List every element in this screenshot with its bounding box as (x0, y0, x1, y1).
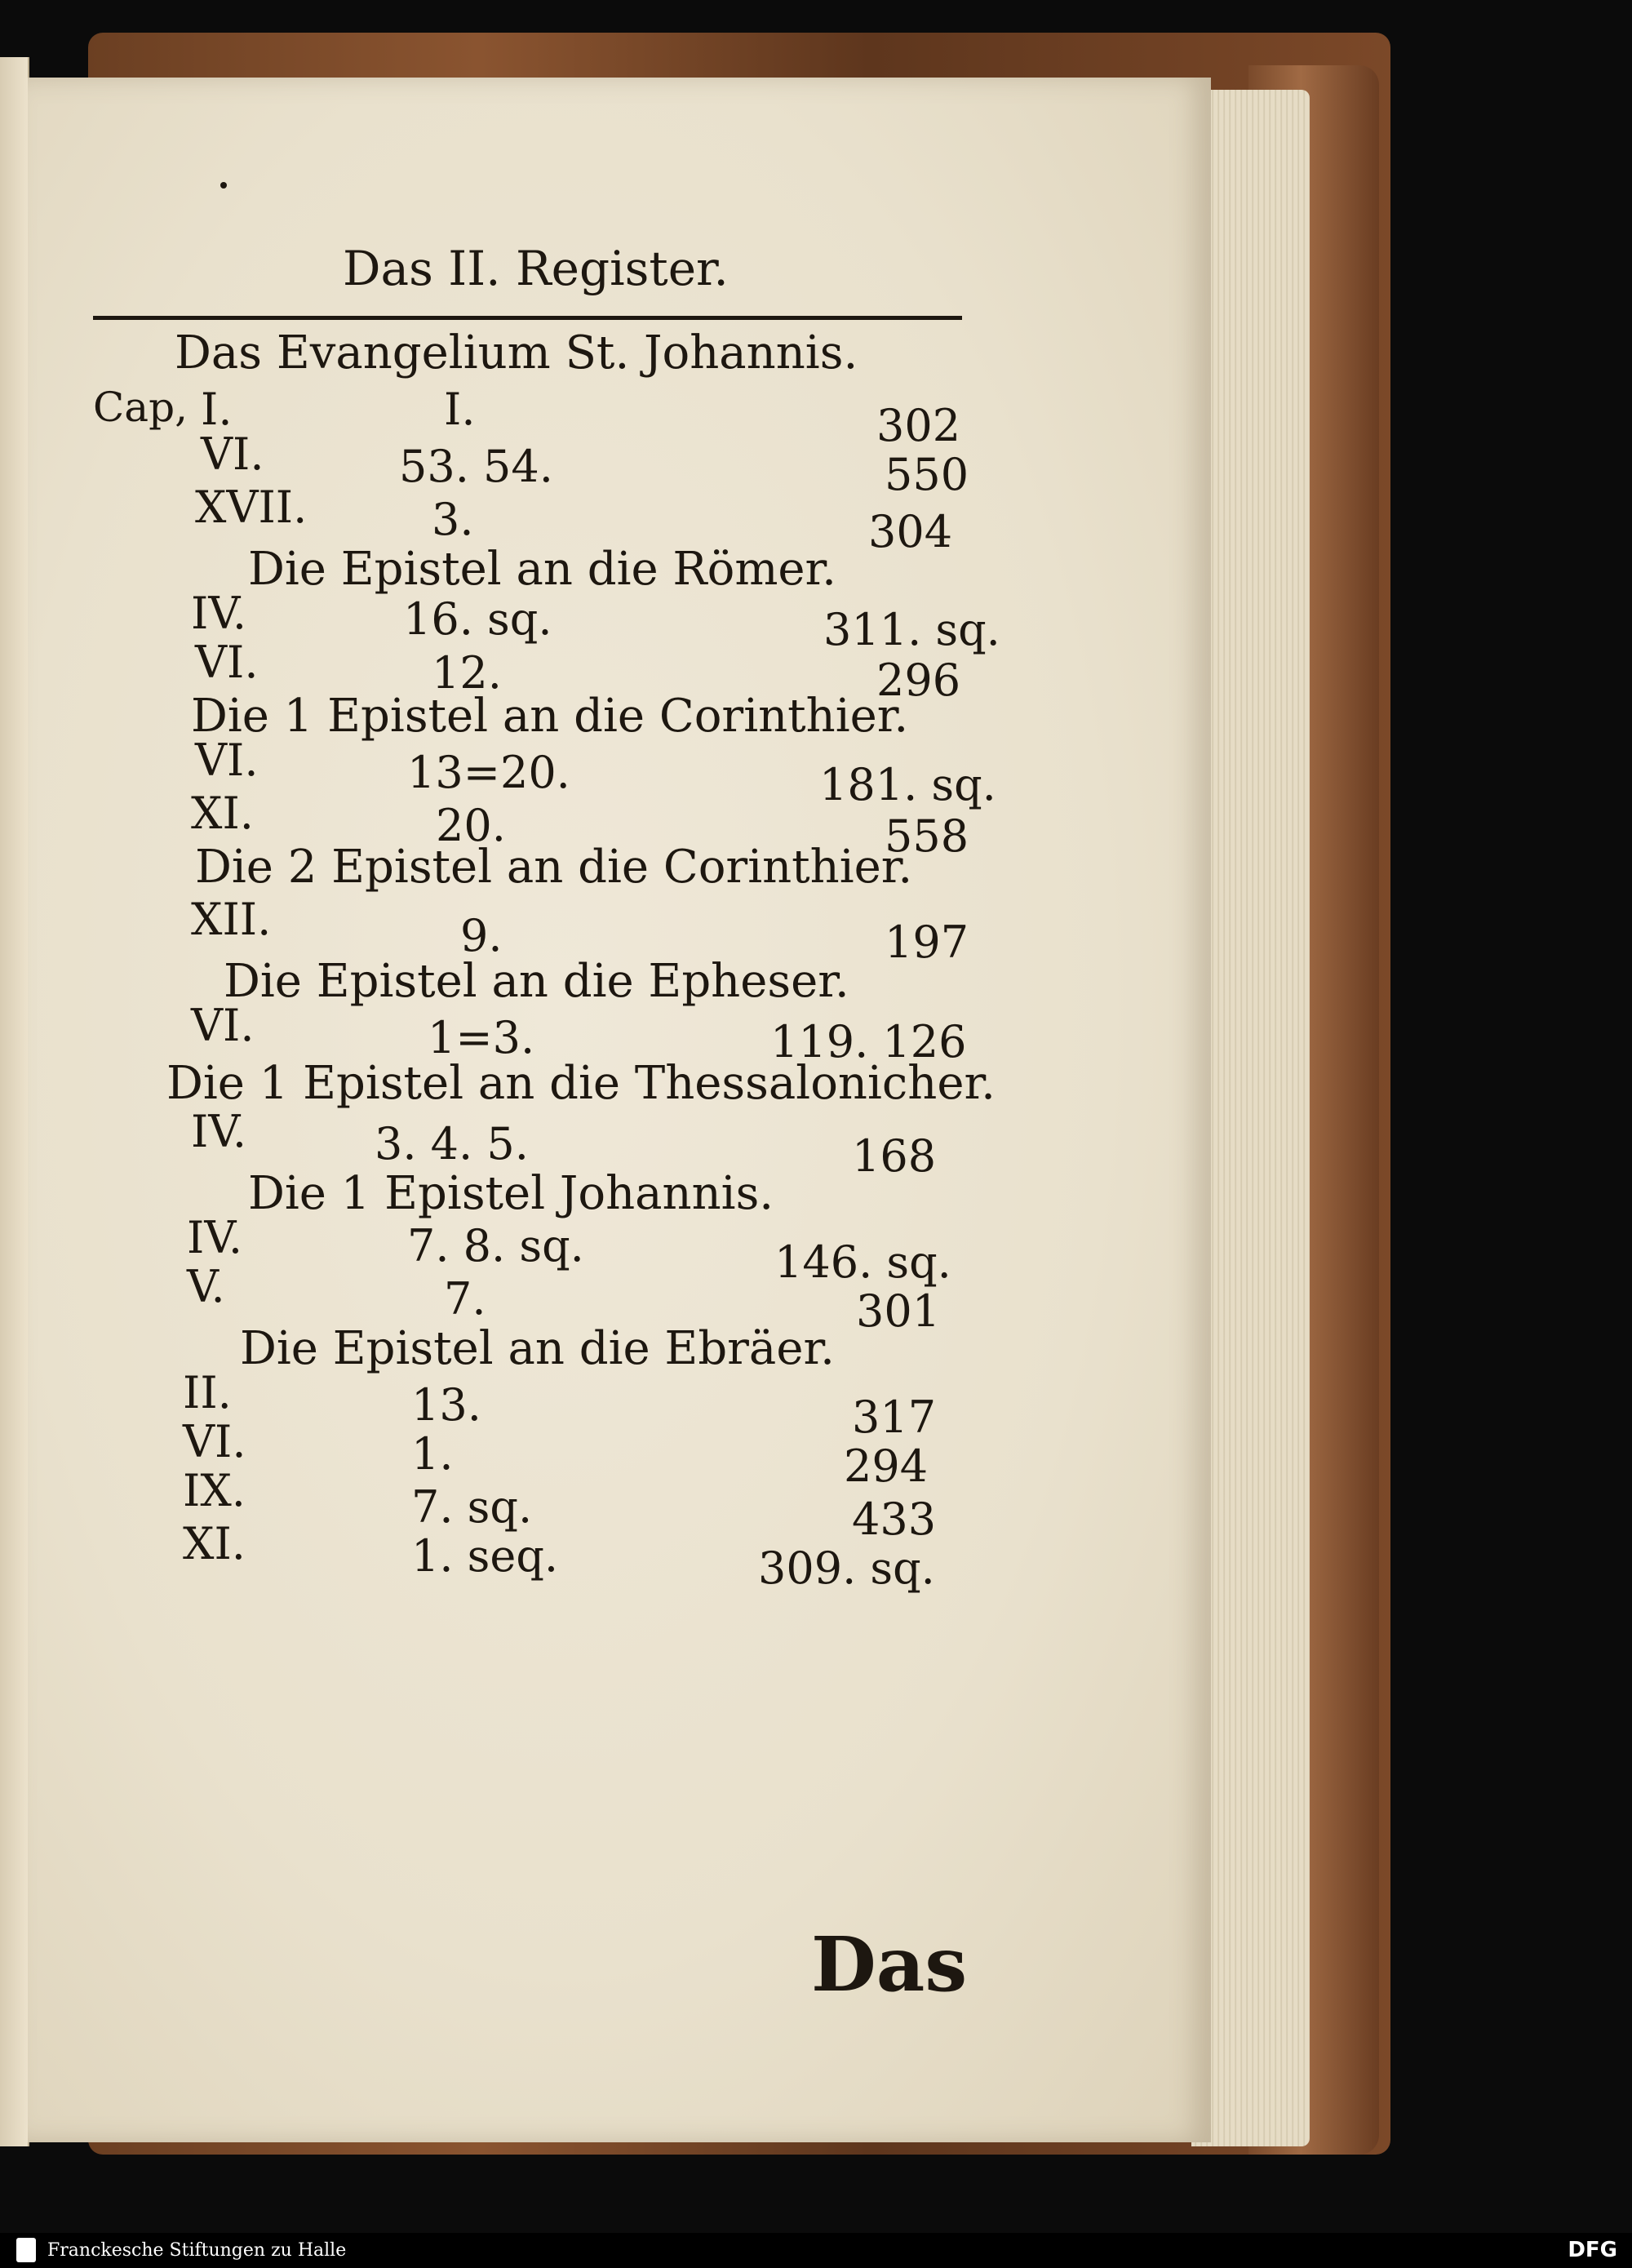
chapter-cell: XVII. (195, 482, 308, 533)
chapter-cell: XI. (183, 1518, 246, 1569)
page-cell: 304 (868, 506, 953, 557)
footer-bar (0, 2233, 1632, 2268)
verse-cell: 9. (460, 910, 503, 961)
verse-cell: 13. (411, 1379, 481, 1431)
chapter-cell: XII. (191, 894, 272, 945)
verse-cell: 1. seq. (411, 1530, 559, 1582)
cap-label: Cap, (93, 384, 188, 431)
verse-cell: 13=20. (407, 747, 570, 798)
page-cell: 433 (852, 1494, 937, 1545)
page-cell: 181. sq. (819, 759, 996, 810)
page-cell: 301 (856, 1285, 941, 1337)
chapter-cell: VI. (195, 735, 259, 786)
verse-cell: 7. sq. (411, 1481, 533, 1533)
section-title: Die 1 Epistel an die Thessalonicher. (166, 1057, 996, 1110)
verse-cell: 7. (444, 1273, 486, 1325)
verse-cell: 16. sq. (403, 593, 552, 645)
page-cell: 309. sq. (758, 1542, 935, 1594)
page-cell: 311. sq. (823, 604, 1000, 655)
chapter-cell: XI. (191, 788, 254, 839)
page-cell: 302 (876, 400, 961, 451)
footer-institution: Franckesche Stiftungen zu Halle (47, 2240, 347, 2261)
section-title: Die 2 Epistel an die Corinthier. (195, 841, 913, 894)
institution-logo-icon (16, 2238, 36, 2262)
section-title: Die Epistel an die Ebräer. (240, 1322, 835, 1375)
page-cell: 197 (885, 917, 969, 968)
section-title: Die 1 Epistel an die Corinthier. (191, 690, 909, 743)
page-cell: 168 (852, 1130, 937, 1182)
verse-cell: 1. (411, 1428, 454, 1480)
page-cell: 294 (844, 1440, 929, 1492)
chapter-cell: VI. (191, 1000, 255, 1051)
chapter-cell: VI. (201, 428, 264, 480)
chapter-cell: V. (187, 1261, 225, 1312)
chapter-cell: VI. (183, 1416, 246, 1467)
verse-cell: 1=3. (428, 1012, 535, 1063)
chapter-cell: I. (201, 384, 233, 435)
page-cell: 317 (852, 1391, 937, 1443)
section-title: Die Epistel an die Epheser. (224, 955, 849, 1008)
page-cell: 146. sq. (774, 1236, 951, 1288)
running-header: Das II. Register. (343, 241, 729, 296)
chapter-cell: II. (183, 1367, 232, 1418)
dfg-badge: DFG (1568, 2238, 1617, 2262)
section-title: Das Evangelium St. Johannis. (175, 326, 858, 379)
section-title: Die Epistel an die Römer. (248, 543, 836, 596)
chapter-cell: IV. (191, 588, 247, 639)
catchword: Das (811, 1920, 968, 2008)
left-page-edge (0, 57, 29, 2146)
page-cell: 296 (876, 655, 961, 706)
page-cell: 558 (885, 810, 969, 862)
book-page (28, 78, 1211, 2142)
header-rule (93, 316, 962, 320)
verse-cell: 20. (436, 800, 506, 851)
ink-dot (220, 182, 227, 189)
verse-cell: 3. 4. 5. (375, 1118, 529, 1170)
verse-cell: 12. (432, 647, 502, 699)
section-title: Die 1 Epistel Johannis. (248, 1167, 774, 1220)
verse-cell: 7. 8. sq. (407, 1220, 584, 1272)
verse-cell: 3. (432, 494, 474, 545)
page-cell: 119. 126 (770, 1016, 967, 1067)
chapter-cell: IV. (191, 1106, 247, 1157)
chapter-cell: IV. (187, 1212, 243, 1263)
page-cell: 550 (885, 449, 969, 500)
verse-cell: 53. 54. (399, 441, 553, 492)
chapter-cell: VI. (195, 637, 259, 688)
chapter-cell: IX. (183, 1465, 246, 1516)
verse-cell: I. (444, 384, 476, 435)
